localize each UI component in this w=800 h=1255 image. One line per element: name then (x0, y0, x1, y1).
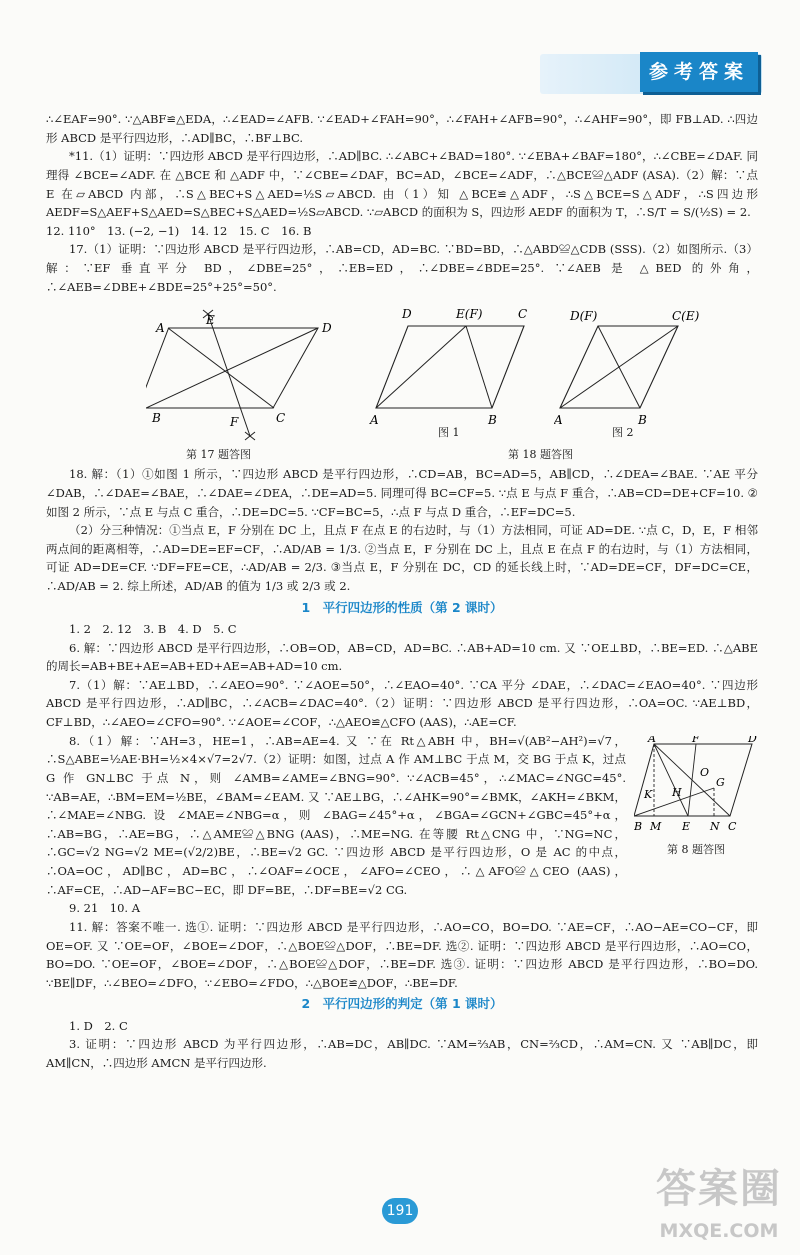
label-A: A (370, 413, 379, 428)
label-EF: E(F) (456, 307, 483, 322)
answers-9-10: 9. 21 10. A (69, 901, 141, 916)
answers-12-16: 12. 110° 13. (−2, −1) 14. 12 15. C 16. B (46, 223, 312, 238)
figure-18-2 (554, 298, 704, 444)
paragraph-18: 18. 解：（1）①如图 1 所示，∵四边形 ABCD 是平行四边形，∴CD=AB，BC=AD=5，AB∥CD，∴∠DEA=∠BAE. ∵AE 平分 ∠DAB，∴∠DAE=∠BAE，∴∠DAE=∠DEA，∴DE=AD=5. 同理可得 BC=CF=5. ∵点 E 与点 F 重合，∴AB=CD=DE+CF=10. ②如图 2 所示，∵点 E 与点 C 重合，∴DE=DC=5. ∵CF=BC=5，∴点 F 与点 D 重合，∴EF=DC=5. (46, 467, 758, 519)
figure-17 (146, 298, 336, 462)
label-E: E (682, 819, 691, 833)
label-D: D (748, 735, 757, 745)
label-D: D (402, 307, 412, 322)
label-D: D (322, 321, 332, 336)
label-O: O (700, 765, 710, 779)
label-B: B (488, 413, 497, 428)
paragraph-11: *11.（1）证明：∵四边形 ABCD 是平行四边形，∴AD∥BC. ∴∠ABC+∠BAD=180°. ∵∠EBA+∠BAF=180°，∴∠CBE=∠DAF. 同理得 ∠BCE=∠ADF. 在 △BCE 和 △ADF 中，∵∠CBE=∠DAF，BC=AD，∠BCE=∠ADF，∴△BCE≌△ADF (ASA).（2）解：∵点 E 在▱ABCD 内部，∴S△BEC+S△AED=½S▱ABCD. 由（1）知 △BCE≌△ADF，∴S△BCE=S△ADF，∴S四边形AEDF=S△AEF+S△AED=S△BEC+S△AED=½S▱ABCD. ∵▱ABCD 的面积为 S，四边形 AEDF 的面积为 T，∴S/T = S/(½S) = 2. (46, 149, 758, 220)
page-content (46, 110, 758, 1073)
watermark-text: 答案圈 (656, 1166, 782, 1213)
label-B: B (638, 413, 647, 428)
label-B: B (634, 819, 643, 833)
label-CE: C(E) (672, 309, 700, 324)
figure-8 (634, 736, 758, 859)
label-B: B (152, 411, 161, 426)
section-title-1: 1 平行四边形的性质（第 2 课时） (301, 599, 503, 615)
paragraph-17: 17.（1）证明：∵四边形 ABCD 是平行四边形，∴AB=CD，AD=BC. ∵BD=BD，∴△ABD≌△CDB (SSS).（2）如图所示.（3）解：∵EF 垂直平分 BD，∠DBE=25°，∴EB=ED，∴∠DBE=∠BDE=25°. ∵∠AEB 是 △BED 的外角，∴∠AEB=∠DBE+∠BDE=25°+25°=50°. (46, 242, 758, 294)
figure-18-1-caption: 图 1 (438, 426, 460, 440)
paragraph-6: 6. 解：∵四边形 ABCD 是平行四边形，∴OB=OD，AB=CD，AD=BC. ∴AB+AD=10 cm. 又 ∵OE⊥BD，∴BE=ED. ∴△ABE 的周长=AB+BE+AE=AB+ED+AE=AB+AD=10 cm. (46, 640, 758, 674)
label-A: A (554, 413, 563, 428)
label-K: K (644, 787, 653, 801)
paragraph-10-end: ∴∠EAF=90°. ∵△ABF≌△EDA，∴∠EAD=∠AFB. ∵∠EAD+∠FAH=90°，∴∠FAH+∠AFB=90°，∴∠AHF=90°，即 FB⊥AD. ∴四边形 ABCD 是平行四边形，∴AD∥BC，∴BF⊥BC. (46, 112, 758, 145)
paragraph-8: 8.（1）解：∵AH=3，HE=1，∴AB=AE=4. 又 ∵在 Rt△ABH 中，BH=√(AB²−AH²)=√7，∴S△ABE=½AE·BH=½×4×√7=2√7.（2）证明：如图，过点 A 作 AM⊥BC 于点 M，交 BG 于点 K，过点 G 作 GN⊥BC 于点 N，则 ∠AMB=∠AME=∠BNG=90°. ∵∠ACB=45°，∴∠MAC=∠NGC=45°. ∵AB=AE，∴BM=EM=½BE，∠BAM=∠EAM. 又 ∵AE⊥BG，∴∠AHK=90°=∠BMK，∠AKH=∠BKM，∴∠MAE=∠NBG. 设 ∠MAE=∠NBG=α，则 ∠BAG=∠45°+α，∠BGA=∠GCN+∠GBC=45°+α，∴AB=BG，∴AE=BG，∴△AME≌△BNG (AAS)，∴ME=NG. 在等腰 Rt△CNG 中，∵NG=NC，∴GC=√2 NG=√2 ME=(√2/2)BE，∴BE=√2 GC. ∵四边形 ABCD 是平行四边形，O 是 AC 的中点，∴OA=OC，AD∥BC，AD=BC，∴∠OAF=∠OCE，∠AFO=∠CEO，∴△AFO≌△CEO (AAS)，∴AF=CE，∴AD−AF=BC−EC，即 DF=BE，∴DF=BE=√2 CG. (46, 733, 626, 897)
paragraph-8-block (46, 732, 758, 900)
label-C: C (276, 411, 286, 426)
figures-row (46, 298, 758, 463)
answers-1-2: 1. D 2. C (69, 1018, 128, 1033)
paragraph-18-part-2: （2）分三种情况：①当点 E，F 分别在 DC 上，且点 F 在点 E 的右边时，与（1）方法相同，可证 AD=DE. ∵点 C，D，E，F 相邻两点间的距离相等，∴AD=DE=EF=CF，∴AD/AB = 1/3. ②当点 E，F 分别在 DC 上，且点 E 在点 F 的右边时，与（1）方法相同，可证 AD=DE=CF. ∵DF=FE=CE，∴AD/AB = 2/3. ③当点 E，F 分别在 DC，CD 的延长线上时，∵AD=DE=CF，DF=DC=CE，∴AD/AB = 2. 综上所述，AD/AB 的值为 1/3 或 2/3 或 2. (46, 523, 758, 593)
answers-1-5: 1. 2 2. 12 3. B 4. D 5. C (69, 621, 237, 636)
label-F: F (230, 415, 239, 430)
section-title-2: 2 平行四边形的判定（第 1 课时） (301, 996, 503, 1012)
figure-18-caption: 第 18 题答图 (508, 448, 573, 462)
label-H: H (672, 785, 682, 799)
figure-18-2-caption: 图 2 (612, 426, 634, 440)
label-N: N (710, 819, 720, 833)
paragraph-7: 7.（1）解：∵AE⊥BD，∴∠AEO=90°. ∵∠AOE=50°，∴∠EAO=40°. ∵CA 平分 ∠DAE，∴∠DAC=∠EAO=40°. ∵四边形 ABCD 是平行四边形，∴AD∥BC，∴∠ACB=∠DAC=40°.（2）证明：∵四边形 ABCD 是平行四边形，∴OA=OC. ∵AE⊥BD，CF⊥BD，∴∠AEO=∠CFO=90°. ∵∠AOE=∠COF，∴△AEO≌△CFO (AAS)，∴AE=CF. (46, 677, 758, 729)
paragraph-3: 3. 证明：∵四边形 ABCD 为平行四边形，∴AB=DC，AB∥DC. ∵AM=⅔AB，CN=⅔CD，∴AM=CN. 又 ∵AB∥DC，即 AM∥CN，∴四边形 AMCN 是平行四边形. (46, 1037, 758, 1070)
label-DF: D(F) (570, 309, 598, 324)
watermark (656, 1157, 782, 1247)
page-number: 191 (382, 1198, 418, 1224)
label-G: G (716, 775, 725, 789)
label-C: C (518, 307, 528, 322)
figure-17-caption: 第 17 题答图 (186, 448, 251, 462)
label-C: C (728, 819, 737, 833)
label-E: E (206, 313, 215, 328)
figure-18-1 (368, 298, 538, 444)
watermark-url: MXQE.COM (659, 1220, 779, 1243)
figure-8-caption: 第 8 题答图 (667, 843, 725, 857)
label-A: A (648, 735, 656, 745)
header-title: 参考答案 (640, 52, 758, 92)
label-M: M (650, 819, 662, 833)
label-A: A (156, 321, 165, 336)
paragraph-11-b: 11. 解：答案不唯一. 选①. 证明：∵四边形 ABCD 是平行四边形，∴AO=CO，BO=DO. ∵AE=CF，∴AO−AE=CO−CF，即 OE=OF. 又 ∵OE=OF，∠BOE=∠DOF，∴△BOE≌△DOF，∴BE=DF. 选②. 证明：∵四边形 ABCD 是平行四边形，∴AO=CO，BO=DO. ∵OE=OF，∠BOE=∠DOF，∴△BOE≌△DOF，∴BE=DF. 选③. 证明：∵四边形 ABCD 是平行四边形，∴BO=DO. ∵BE∥DF，∴∠BEO=∠DFO，∵∠EBO=∠FDO，∴△BOE≌△DOF，∴BE=DF. (46, 919, 758, 990)
label-F: F (692, 735, 700, 745)
